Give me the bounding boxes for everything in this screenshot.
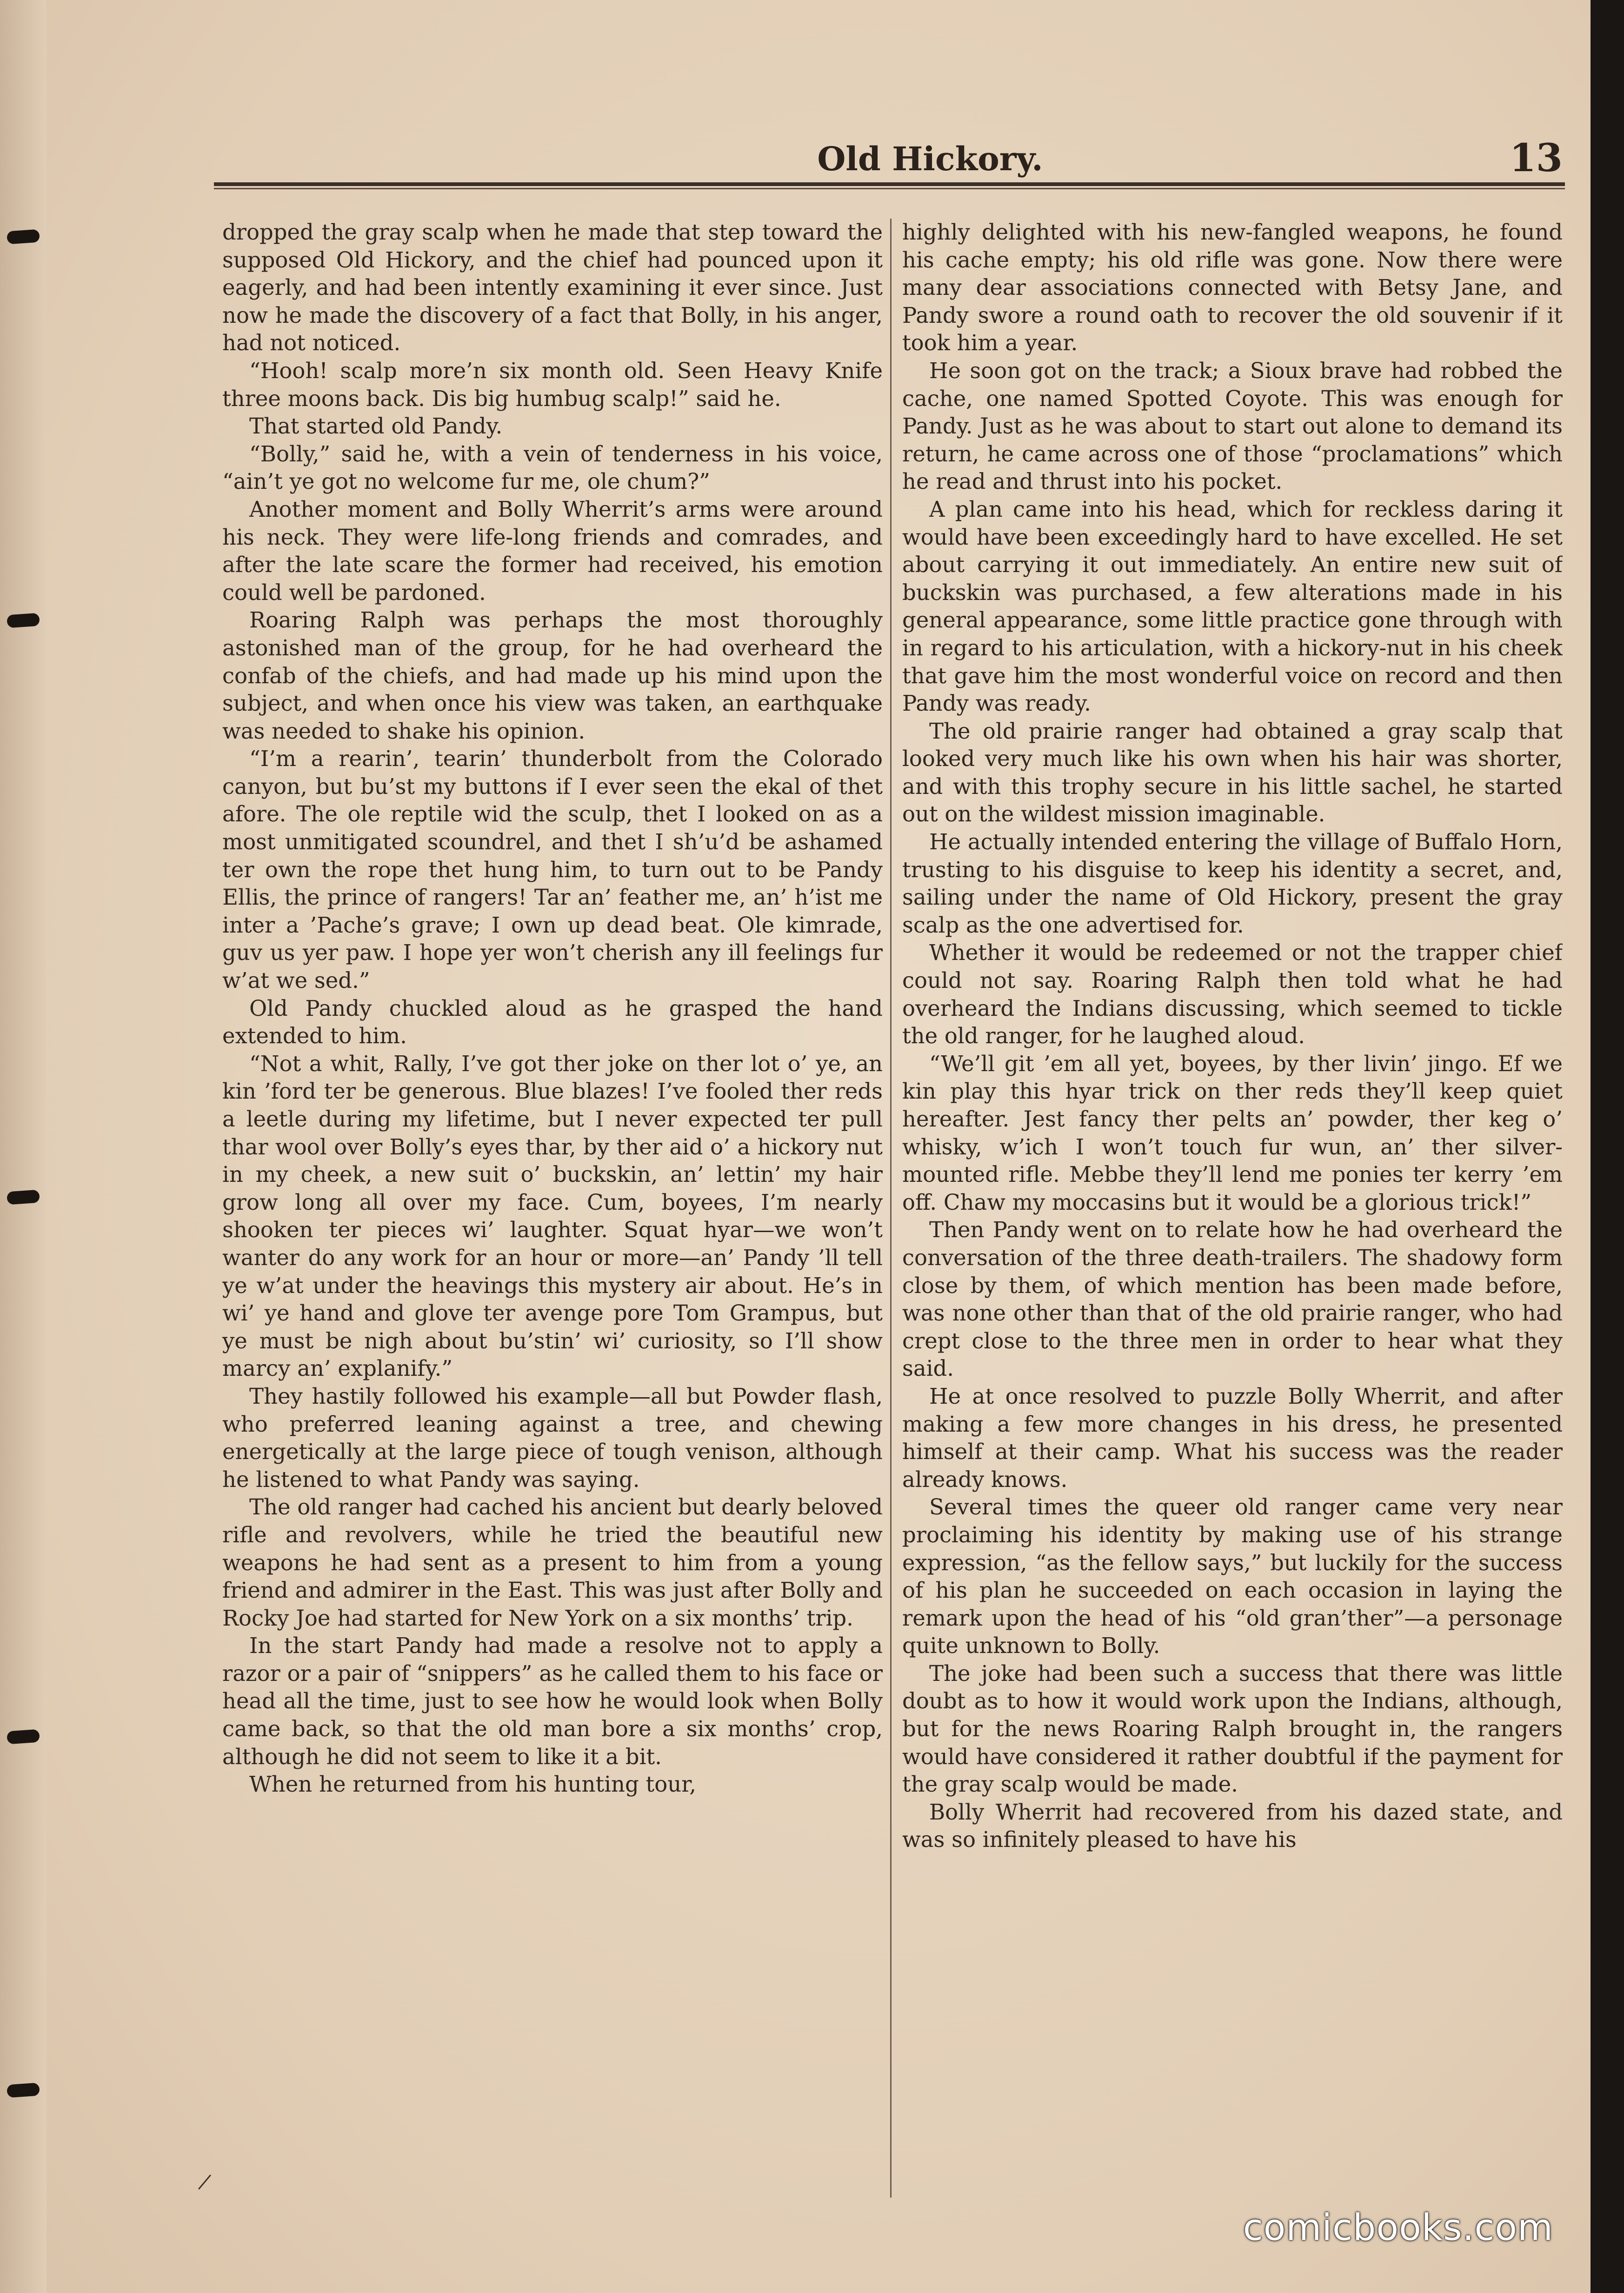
column-divider: [890, 219, 892, 2198]
paragraph: “Hooh! scalp more’n six month old. Seen Heavy Knife three moons back. Dis big humbug scalp!” said he.: [222, 358, 883, 411]
paragraph: That started old Pandy.: [249, 413, 503, 439]
paragraph: “I’m a rearin’, tearin’ thunderbolt from the Colorado canyon, but bu’st my buttons if I ever seen the ekal of thet afore. The ole reptile wid the sculp, thet I looked on as a most unmitigated scoundrel, and thet I sh’u’d be ashamed ter own the rope thet hung him, to turn out to be Pandy Ellis, the prince of rangers! Tar an’ feather me, an’ h’ist me inter a ’Pache’s grave; I own up dead beat. Ole kimrade, guv us yer paw. I hope yer won’t cherish any ill feelings fur w’at we sed.”: [222, 746, 883, 993]
binding-hole: [7, 613, 40, 628]
paragraph: In the start Pandy had made a resolve not to apply a razor or a pair of “snippers” as he called them to his face or head all the time, just to see how he would look when Bolly came back, so that the old man bore a six months’ crop, although he did not seem to like it a bit.: [222, 1633, 883, 1769]
binding-hole: [7, 1729, 40, 1745]
running-head-title: Old Hickory.: [817, 140, 1043, 178]
paragraph: Old Pandy chuckled aloud as he grasped the hand extended to him.: [222, 995, 883, 1049]
paragraph: A plan came into his head, which for reckless daring it would have been exceedingly hard to have excelled. He set about carrying it out immediately. An entire new suit of buckskin was purchased, a few alterations made in his general appearance, some little practice gone through with in regard to his articulation, with a hickory-nut in his cheek that gave him the most wonderful voice on record and then Pandy was ready.: [902, 496, 1563, 716]
paragraph: “Not a whit, Rally, I’ve got ther joke on ther lot o’ ye, an kin ’ford ter be generous. Blue blazes! I’ve fooled ther reds a leetle during my lifetime, but I never expected ter pull thar wool over Bolly’s eyes thar, by ther aid o’ a hickory nut in my cheek, a new suit o’ buckskin, an’ lettin’ my hair grow long all over my face. Cum, boyees, I’m nearly shooken ter pieces wi’ laughter. Squat hyar—we won’t wanter do any work for an hour or more—an’ Pandy ’ll tell ye w’at under the heavings this mystery air about. He’s in wi’ ye hand and glove ter avenge pore Tom Grampus, but ye must be nigh about bu’stin’ wi’ curiosity, so I’ll show marcy an’ explanify.”: [222, 1051, 883, 1381]
paragraph: Several times the queer old ranger came very near proclaiming his identity by making use of his strange expression, “as the fellow says,” but luckily for the success of his plan he succeeded on each occasion in laying the remark upon the head of his “old gran’ther”—a personage quite unknown to Bolly.: [902, 1494, 1563, 1659]
paragraph: When he returned from his hunting tour,: [249, 1772, 697, 1797]
paragraph: The old ranger had cached his ancient but dearly beloved rifle and revolvers, while he tried the beautiful new weapons he had sent as a present to him from a young friend and admirer in the East. This was just after Bolly and Rocky Joe had started for New York on a six months’ trip.: [222, 1494, 883, 1631]
paragraph: He actually intended entering the village of Buffalo Horn, trusting to his disguise to keep his identity a secret, and, sailing under the name of Old Hickory, present the gray scalp as the one advertised for.: [902, 829, 1563, 938]
site-watermark: comicbooks.com: [1243, 2207, 1553, 2249]
right-text-column: [902, 219, 1563, 2198]
paragraph: Whether it would be redeemed or not the trapper chief could not say. Roaring Ralph then told what he had overheard the Indians discussing, which seemed to tickle the old ranger, for he laughed aloud.: [902, 940, 1563, 1049]
paragraph: The joke had been such a success that there was little doubt as to how it would work upon the Indians, although, but for the news Roaring Ralph brought in, the rangers would have considered it rather doubtful if the payment for the gray scalp would be made.: [902, 1660, 1563, 1797]
paragraph: “Bolly,” said he, with a vein of tenderness in his voice, “ain’t ye got no welcome fur me, ole chum?”: [222, 441, 883, 494]
paragraph: highly delighted with his new-fangled weapons, he found his cache empty; his old rifle was gone. Now there were many dear associations connected with Betsy Jane, and Pandy swore a round oath to recover the old souvenir if it took him a year.: [902, 220, 1563, 356]
paragraph: The old prairie ranger had obtained a gray scalp that looked very much like his own when his hair was shorter, and with this trophy secure in his little sachel, he started out on the wildest mission imaginable.: [902, 718, 1563, 827]
margin-mark: [198, 2174, 211, 2190]
left-text-column: [222, 219, 883, 2198]
paragraph: dropped the gray scalp when he made that step toward the supposed Old Hickory, and the chief had pounced upon it eagerly, and had been intently examining it ever since. Just now he made the discovery of a fact that Bolly, in his anger, had not noticed.: [222, 220, 883, 356]
paragraph: He at once resolved to puzzle Bolly Wherrit, and after making a few more changes in his dress, he presented himself at their camp. What his success was the reader already knows.: [902, 1383, 1563, 1492]
binding-gutter: [0, 0, 47, 2293]
paragraph: Then Pandy went on to relate how he had overheard the conversation of the three death-trailers. The shadowy form close by them, of which mention has been made before, was none other than that of the old prairie ranger, who had crept close to the three men in order to hear what they said.: [902, 1217, 1563, 1381]
paragraph: Another moment and Bolly Wherrit’s arms were around his neck. They were life-long friends and comrades, and after the late scare the former had received, his emotion could well be pardoned.: [222, 496, 883, 605]
paragraph: They hastily followed his example—all but Powder flash, who preferred leaning against a tree, and chewing energetically at the large piece of tough venison, although he listened to what Pandy was saying.: [222, 1383, 883, 1492]
paragraph: He soon got on the track; a Sioux brave had robbed the cache, one named Spotted Coyote. This was enough for Pandy. Just as he was about to start out alone to demand its return, he came across one of those “proclamations” which he read and thrust into his pocket.: [902, 358, 1563, 494]
binding-hole: [7, 229, 40, 245]
paragraph: Roaring Ralph was perhaps the most thoroughly astonished man of the group, for he had overheard the confab of the chiefs, and had made up his mind upon the subject, and when once his view was taken, an earthquake was needed to shake his opinion.: [222, 607, 883, 744]
binding-hole: [7, 1190, 40, 1205]
header-rule-thin: [214, 188, 1565, 189]
paragraph: “We’ll git ’em all yet, boyees, by ther livin’ jingo. Ef we kin play this hyar trick on ther reds they’ll keep quiet hereafter. Jest fancy ther pelts an’ powder, ther keg o’ whisky, w’ich I won’t touch fur wun, an’ ther silver-mounted rifle. Mebbe they’ll lend me ponies ter kerry ’em off. Chaw my moccasins but it would be a glorious trick!”: [902, 1051, 1563, 1215]
header-rule: [214, 182, 1565, 186]
paragraph: Bolly Wherrit had recovered from his dazed state, and was so infinitely pleased to have his: [902, 1799, 1563, 1853]
binding-hole: [7, 2083, 40, 2098]
page-number: 13: [1509, 136, 1563, 180]
